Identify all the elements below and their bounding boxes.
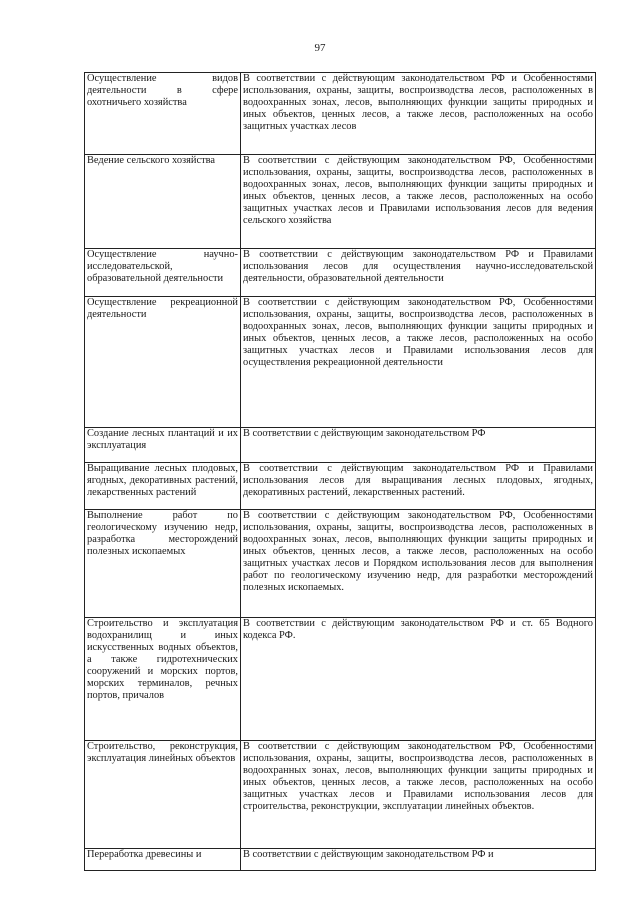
basis-cell: В соответствии с действующим законодательством РФ и Правилами использования лесов для выращивания лесных плодовых, ягодных, декоративных растений, лекарственных растений. xyxy=(241,463,596,510)
table-row xyxy=(85,73,596,155)
activity-cell: Строительство, реконструкция, эксплуатация линейных объектов xyxy=(85,741,241,849)
activity-cell: Создание лесных плантаций и их эксплуатация xyxy=(85,428,241,463)
basis-cell: В соответствии с действующим законодательством РФ и Правилами использования лесов для осуществления научно-исследовательской деятельности, образовательной деятельности xyxy=(241,249,596,297)
table-row xyxy=(85,155,596,249)
basis-cell: В соответствии с действующим законодательством РФ xyxy=(241,428,596,463)
activity-cell: Выращивание лесных плодовых, ягодных, декоративных растений, лекарственных растений xyxy=(85,463,241,510)
activity-cell: Осуществление видов деятельности в сфере охотничьего хозяйства xyxy=(85,73,241,155)
table-row xyxy=(85,249,596,297)
basis-cell: В соответствии с действующим законодательством РФ, Особенностями использования, охраны, защиты, воспроизводства лесов, расположенных в водоохранных зонах, лесов, выполняющих функции защиты природных и иных объектов, ценных лесов, а также лесов, расположенных на особо защитных участках лесов и Порядком использования лесов для выполнения работ по геологическому изучению недр, для разработки месторождений полезных ископаемых. xyxy=(241,510,596,618)
table-row xyxy=(85,428,596,463)
basis-cell: В соответствии с действующим законодательством РФ и ст. 65 Водного кодекса РФ. xyxy=(241,618,596,741)
activity-cell: Осуществление научно-исследовательской, образовательной деятельности xyxy=(85,249,241,297)
basis-cell: В соответствии с действующим законодательством РФ и xyxy=(241,849,596,871)
page-number: 97 xyxy=(314,42,326,54)
activity-cell: Переработка древесины и xyxy=(85,849,241,871)
activity-cell: Строительство и эксплуатация водохранилищ и иных искусственных водных объектов, а также гидротехнических сооружений и морских портов, морских терминалов, речных портов, причалов xyxy=(85,618,241,741)
table-row xyxy=(85,297,596,428)
basis-cell: В соответствии с действующим законодательством РФ, Особенностями использования, охраны, защиты, воспроизводства лесов, расположенных в водоохранных зонах, лесов, выполняющих функции защиты природных и иных объектов, ценных лесов, а также лесов, расположенных на особо защитных участках лесов и Правилами использования лесов для строительства, реконструкции, эксплуатации линейных объектов. xyxy=(241,741,596,849)
activity-cell: Ведение сельского хозяйства xyxy=(85,155,241,249)
forest-use-table xyxy=(84,72,596,871)
basis-cell: В соответствии с действующим законодательством РФ, Особенностями использования, охраны, защиты, воспроизводства лесов, расположенных в водоохранных зонах, лесов, выполняющих функции защиты природных и иных объектов, ценных лесов, а также лесов, расположенных на особо защитных участках лесов и Правилами использования лесов для осуществления рекреационной деятельности xyxy=(241,297,596,428)
basis-cell: В соответствии с действующим законодательством РФ и Особенностями использования, охраны, защиты, воспроизводства лесов, расположенных в водоохранных зонах, лесов, выполняющих функции защиты природных и иных объектов, ценных лесов, а также лесов, расположенных на особо защитных участках лесов xyxy=(241,73,596,155)
table-row xyxy=(85,849,596,871)
activity-cell: Осуществление рекреационной деятельности xyxy=(85,297,241,428)
activity-cell: Выполнение работ по геологическому изучению недр, разработка месторождений полезных ископаемых xyxy=(85,510,241,618)
table-row xyxy=(85,463,596,510)
table-row xyxy=(85,510,596,618)
table-row xyxy=(85,618,596,741)
basis-cell: В соответствии с действующим законодательством РФ, Особенностями использования, охраны, защиты, воспроизводства лесов, расположенных в водоохранных зонах, лесов, выполняющих функции защиты природных и иных объектов, ценных лесов, а также лесов, расположенных на особо защитных участках лесов и Правилами использования лесов для ведения сельского хозяйства xyxy=(241,155,596,249)
table-row xyxy=(85,741,596,849)
